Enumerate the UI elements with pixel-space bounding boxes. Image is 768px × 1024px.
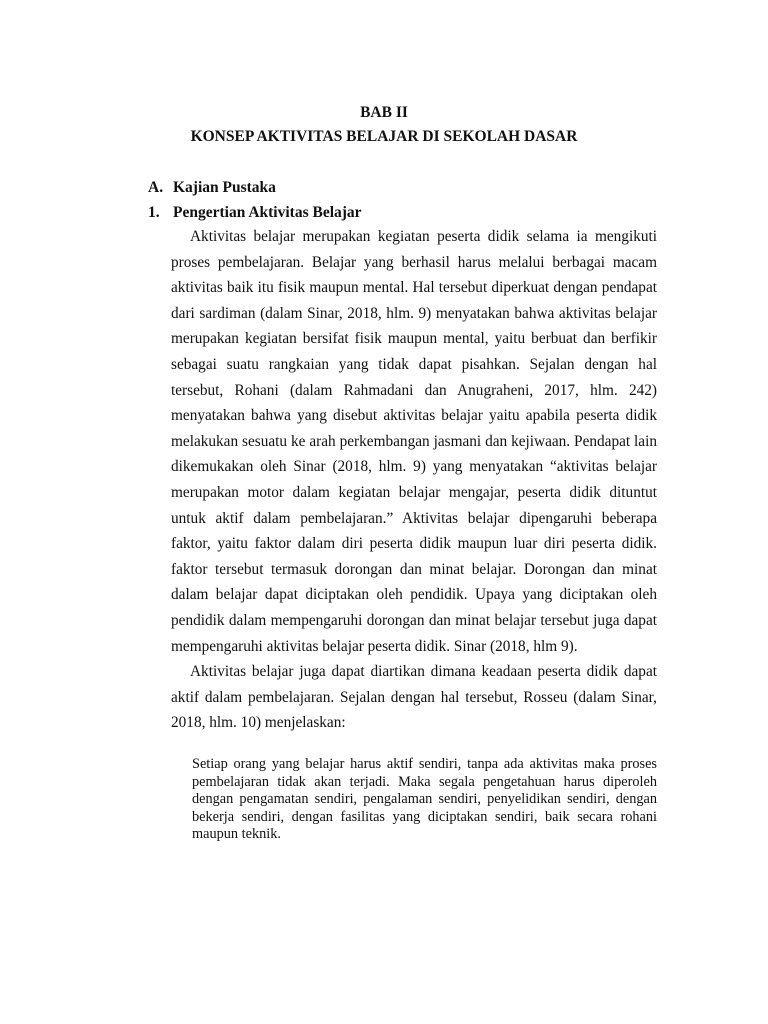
body-text (171, 224, 657, 736)
section-number: A. (148, 179, 164, 196)
section-heading (148, 179, 276, 197)
chapter-label: BAB II (360, 104, 408, 121)
block-quote: Setiap orang yang belajar harus aktif sendiri, tanpa ada aktivitas maka proses pembelajaran tidak akan terjadi. Maka segala pengetahuan harus diperoleh dengan pengamatan sendiri, pengalaman sendiri, penyelidikan sendiri, dengan bekerja sendiri, dengan fasilitas yang diciptakan sendiri, baik secara rohani maupun teknik. (192, 756, 657, 843)
subsection-number: 1. (148, 204, 160, 221)
subsection-heading (148, 204, 362, 222)
chapter-title: KONSEP AKTIVITAS BELAJAR DI SEKOLAH DASAR (190, 128, 578, 145)
subsection-title: Pengertian Aktivitas Belajar (173, 204, 362, 221)
section-title: Kajian Pustaka (173, 179, 276, 196)
paragraph: Aktivitas belajar merupakan kegiatan peserta didik selama ia mengikuti proses pembelajaran. Belajar yang berhasil harus melalui berbagai macam aktivitas baik itu fisik maupun mental. Hal tersebut diperkuat dengan pendapat dari sardiman (dalam Sinar, 2018, hlm. 9) menyatakan bahwa aktivitas belajar merupakan kegiatan bersifat fisik maupun mental, yaitu berbuat dan berfikir sebagai suatu rangkaian yang tidak dapat pisahkan. Sejalan dengan hal tersebut, Rohani (dalam Rahmadani dan Anugraheni, 2017, hlm. 242) menyatakan bahwa yang disebut aktivitas belajar yaitu apabila peserta didik melakukan sesuatu ke arah perkembangan jasmani dan kejiwaan. Pendapat lain dikemukakan oleh Sinar (2018, hlm. 9) yang menyatakan “aktivitas belajar merupakan motor dalam kegiatan belajar mengajar, peserta didik dituntut untuk aktif dalam pembelajaran.” Aktivitas belajar dipengaruhi beberapa faktor, yaitu faktor dalam diri peserta didik maupun luar diri peserta didik. faktor tersebut termasuk dorongan dan minat belajar. Dorongan dan minat dalam belajar dapat diciptakan oleh pendidik. Upaya yang diciptakan oleh pendidik dalam mempengaruhi dorongan dan minat belajar tersebut juga dapat mempengaruhi aktivitas belajar peserta didik. Sinar (2018, hlm 9). (171, 228, 657, 655)
paragraph: Aktivitas belajar juga dapat diartikan dimana keadaan peserta didik dapat aktif dalam pembelajaran. Sejalan dengan hal tersebut, Rosseu (dalam Sinar, 2018, hlm. 10) menjelaskan: (171, 663, 657, 732)
